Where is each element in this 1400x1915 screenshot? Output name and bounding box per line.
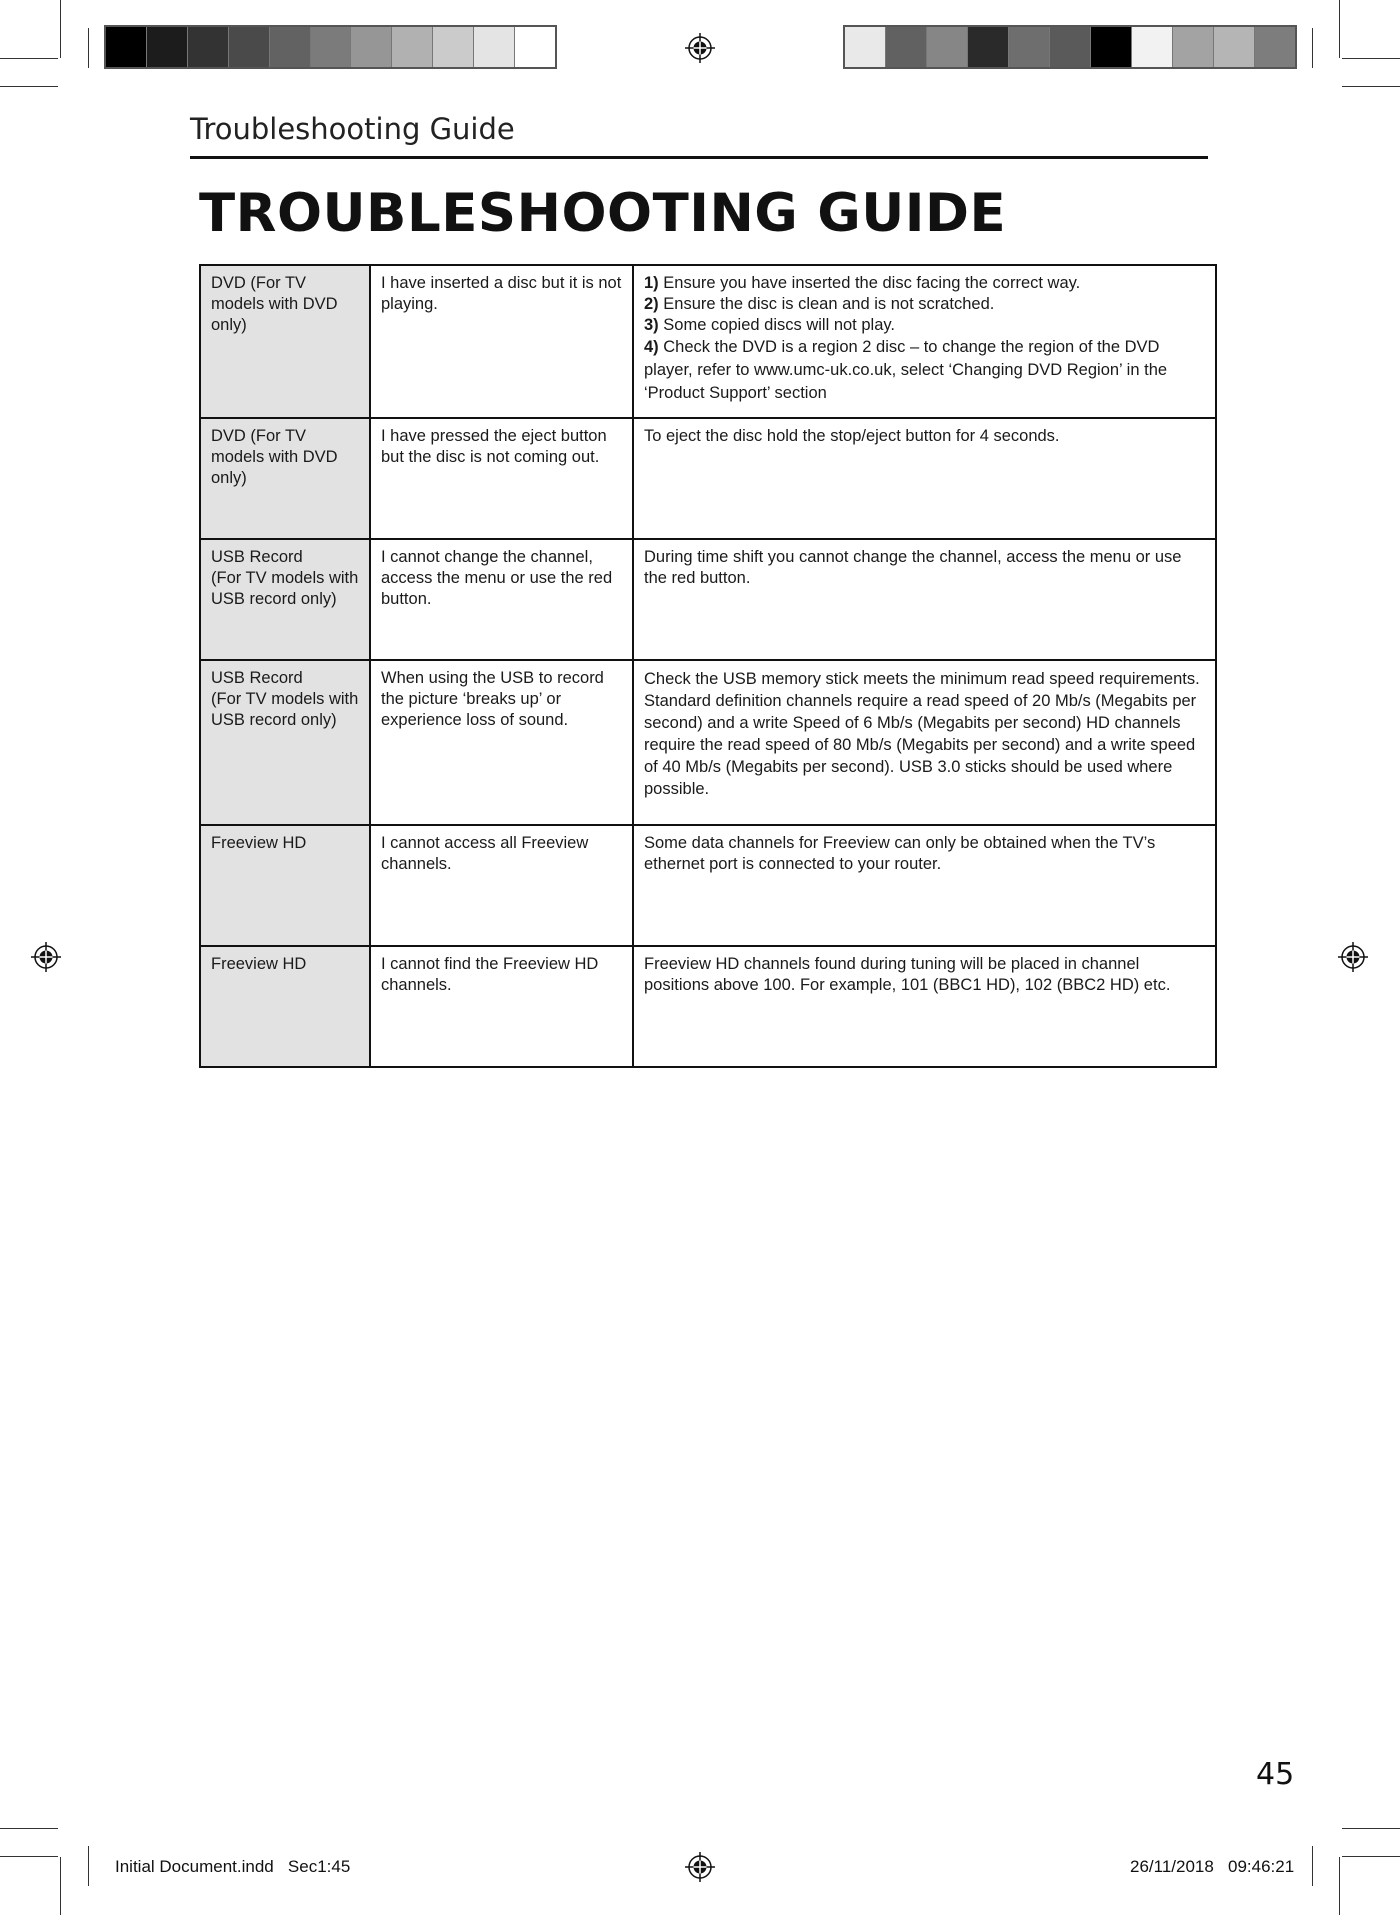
color-swatch [1214,27,1255,67]
registration-mark-icon [1338,942,1368,972]
category-cell [200,539,370,660]
crop-mark [0,58,58,59]
color-swatch [311,27,352,67]
solution-step [644,315,1207,336]
step-number: 4) [644,338,659,356]
color-swatch [515,27,555,67]
step-text: Check the DVD is a region 2 disc – to change the region of the DVD player, refer to www.umc-uk.co.uk, select ‘Changing DVD Region’ in the ‘Product Support’ section [644,338,1168,402]
category-cell: Freeview HD [200,825,370,946]
problem-cell: I have inserted a disc but it is not playing. [370,265,633,418]
category-cell [200,660,370,825]
category-line: USB Record [211,548,303,566]
color-swatch [1050,27,1091,67]
color-swatch [188,27,229,67]
color-swatch [1173,27,1214,67]
color-swatch [1091,27,1132,67]
problem-cell: I cannot find the Freeview HD channels. [370,946,633,1067]
color-swatch [474,27,515,67]
print-slug-file: Initial Document.indd Sec1:45 [115,1857,351,1876]
crop-mark [1342,1856,1400,1857]
table-row [200,825,1216,946]
category-cell: DVD (For TV models with DVD only) [200,418,370,539]
crop-mark [88,1846,89,1886]
table-row [200,660,1216,825]
color-swatch [433,27,474,67]
problem-cell: I cannot access all Freeview channels. [370,825,633,946]
step-number: 2) [644,295,659,313]
troubleshooting-table [199,264,1217,1068]
category-line: USB Record [211,669,303,687]
table-row [200,265,1216,418]
color-swatch [147,27,188,67]
solution-step [644,273,1207,294]
color-swatch [968,27,1009,67]
category-line: (For TV models with USB record only) [211,690,359,729]
crop-mark [0,1828,58,1829]
crop-mark [1342,1828,1400,1829]
color-swatch [1009,27,1050,67]
problem-cell: When using the USB to record the picture ‘breaks up’ or experience loss of sound. [370,660,633,825]
color-swatch [392,27,433,67]
category-cell: Freeview HD [200,946,370,1067]
step-text: Some copied discs will not play. [663,316,895,334]
crop-mark [0,86,58,87]
crop-mark [1339,0,1340,58]
table-row [200,418,1216,539]
crop-mark [1312,1846,1313,1886]
color-swatch [886,27,927,67]
solution-step [644,336,1207,405]
problem-cell: I have pressed the eject button but the disc is not coming out. [370,418,633,539]
crop-mark [1342,58,1400,59]
page-number: 45 [1256,1757,1295,1792]
color-swatch [927,27,968,67]
solution-cell: Freeview HD channels found during tuning will be placed in channel positions above 100. For example, 101 (BBC1 HD), 102 (BBC2 HD) etc. [633,946,1216,1067]
crop-mark [1312,28,1313,68]
step-number: 3) [644,316,659,334]
solution-step [644,294,1207,315]
table-row [200,946,1216,1067]
color-swatch [1132,27,1173,67]
crop-mark [88,28,89,68]
section-header: Troubleshooting Guide [190,112,515,146]
color-calibration-bar-right [843,25,1297,69]
step-text: Ensure the disc is clean and is not scratched. [663,295,995,313]
page-title: TROUBLESHOOTING GUIDE [199,183,1007,244]
color-swatch [270,27,311,67]
color-swatch [1255,27,1295,67]
step-text: Ensure you have inserted the disc facing the correct way. [663,274,1081,292]
color-swatch [351,27,392,67]
solution-cell: During time shift you cannot change the channel, access the menu or use the red button. [633,539,1216,660]
solution-cell: Some data channels for Freeview can only be obtained when the TV’s ethernet port is connected to your router. [633,825,1216,946]
color-swatch [845,27,886,67]
category-line: (For TV models with USB record only) [211,569,359,608]
header-rule [190,156,1208,159]
solution-cell: Check the USB memory stick meets the minimum read speed requirements. Standard definition channels require a read speed of 20 Mb/s (Megabits per second) and a write Speed of 6 Mb/s (Megabits per second) HD channels require the read speed of 80 Mb/s (Megabits per second) and a write speed of 40 Mb/s (Megabits per second). USB 3.0 sticks should be used where possible. [633,660,1216,825]
crop-mark [1339,1857,1340,1915]
registration-mark-icon [685,33,715,63]
problem-cell: I cannot change the channel, access the menu or use the red button. [370,539,633,660]
color-calibration-bar-left [104,25,557,69]
crop-mark [60,1857,61,1915]
registration-mark-icon [685,1852,715,1882]
solution-cell [633,265,1216,418]
print-slug-timestamp: 26/11/2018 09:46:21 [1130,1857,1295,1876]
crop-mark [60,0,61,58]
crop-mark [0,1856,58,1857]
table-row [200,539,1216,660]
crop-mark [1342,86,1400,87]
solution-cell: To eject the disc hold the stop/eject button for 4 seconds. [633,418,1216,539]
category-cell: DVD (For TV models with DVD only) [200,265,370,418]
step-number: 1) [644,274,659,292]
color-swatch [229,27,270,67]
color-swatch [106,27,147,67]
registration-mark-icon [31,942,61,972]
